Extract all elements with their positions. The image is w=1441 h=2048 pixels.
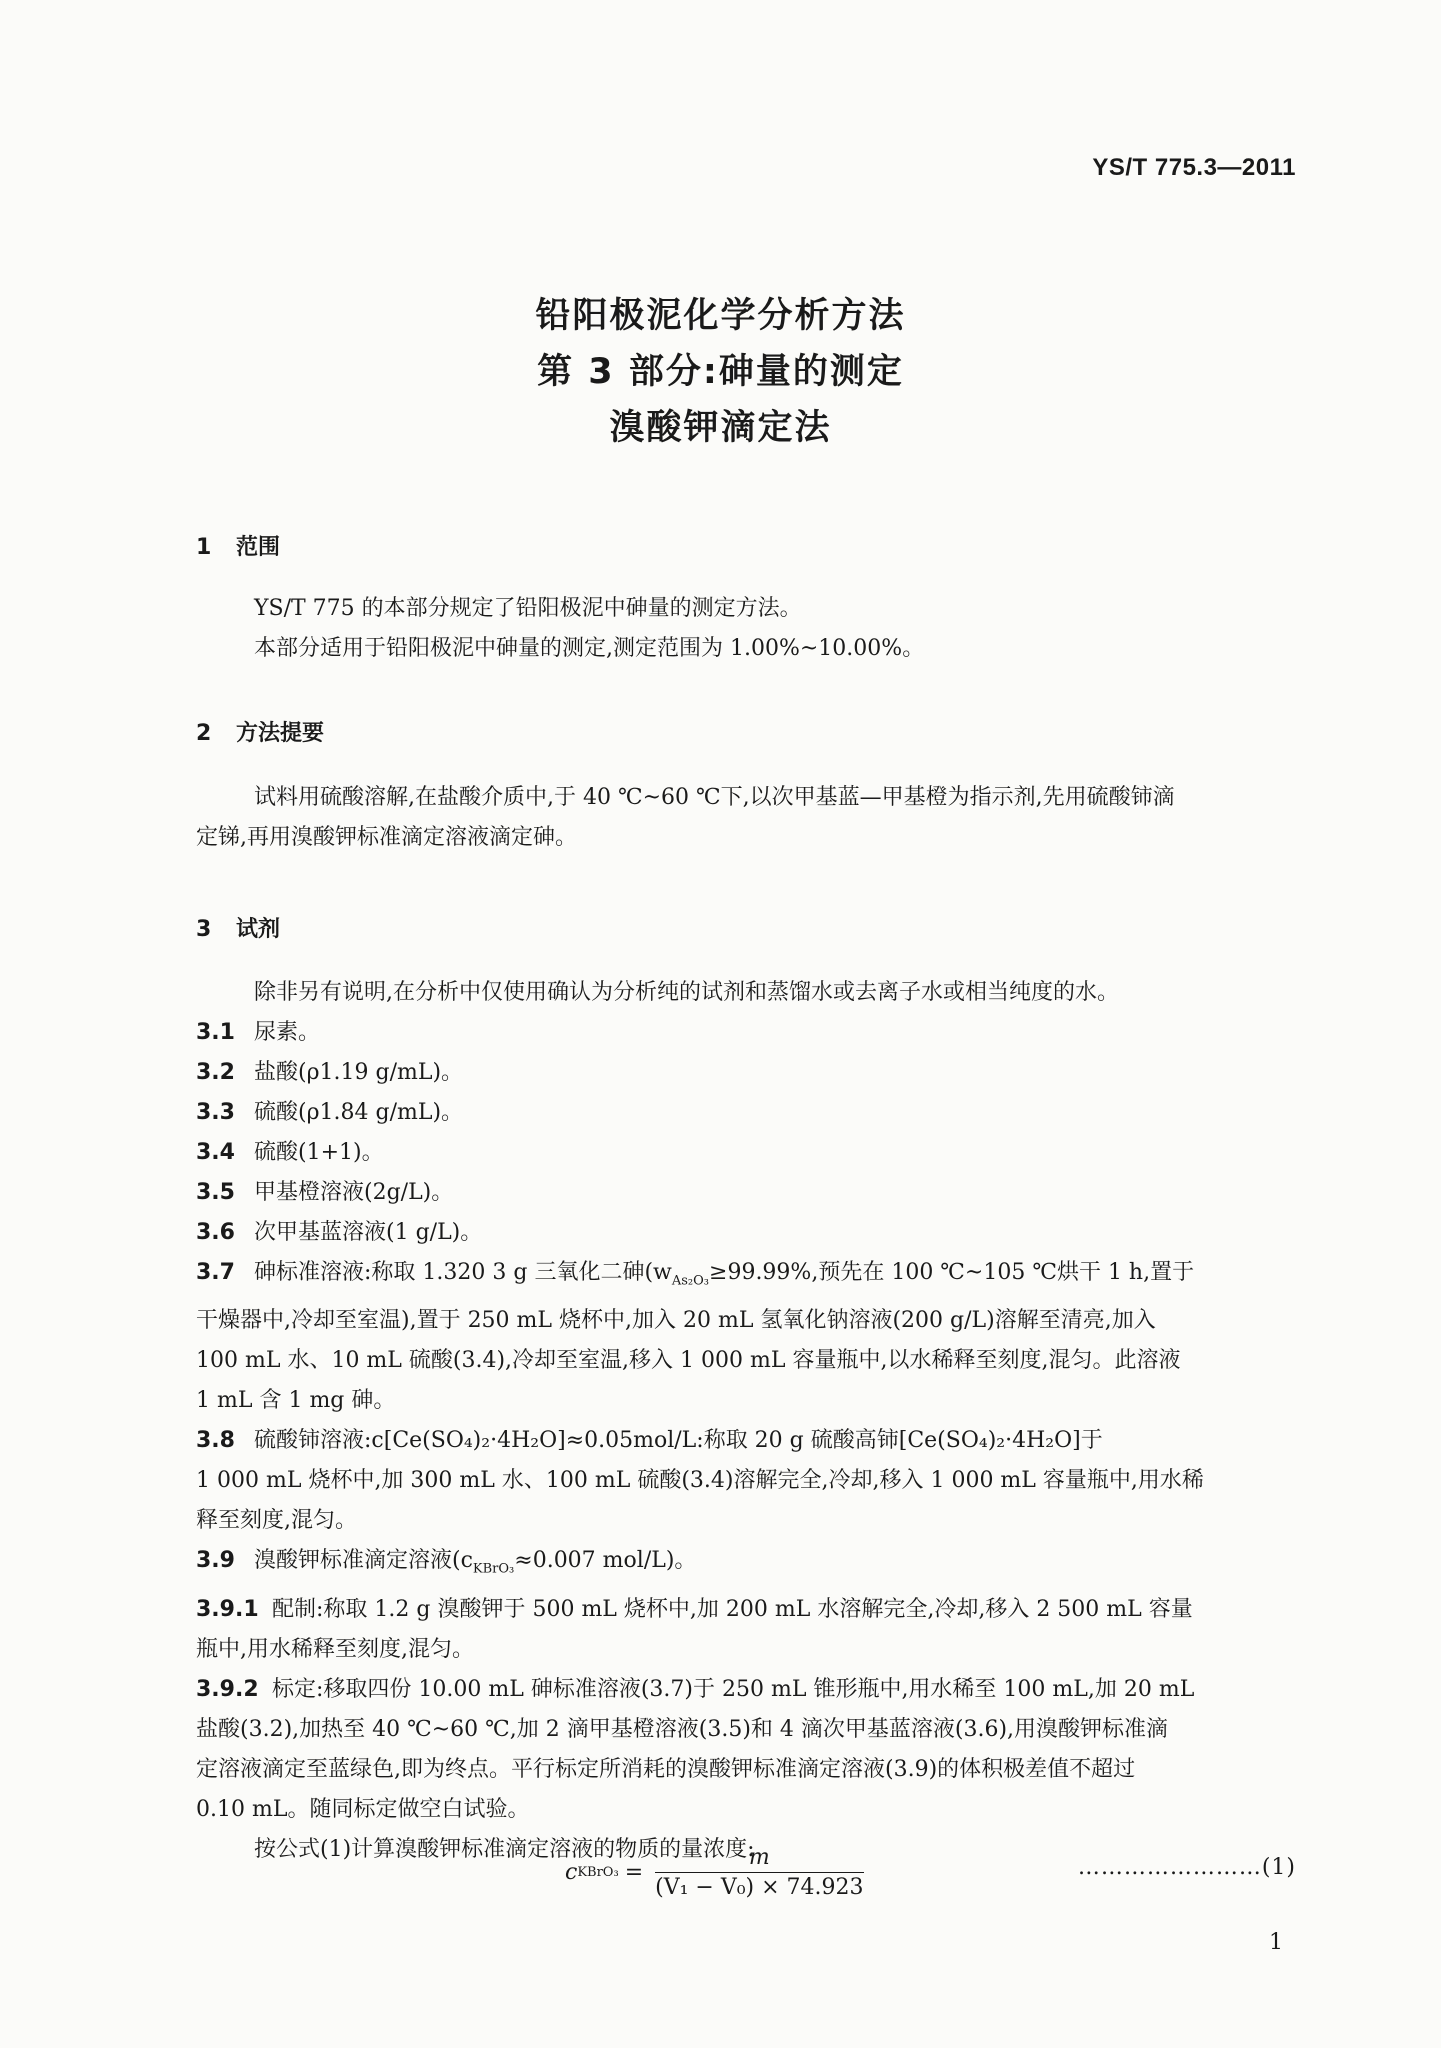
paragraph-line: 试料用硫酸溶解,在盐酸介质中,于 40 ℃~60 ℃下,以次甲基蓝—甲基橙为指示剂,先用硫酸铈滴 bbox=[254, 785, 1175, 810]
list-item bbox=[196, 1053, 1296, 1093]
list-item bbox=[196, 1173, 1296, 1213]
section-number: 3 bbox=[196, 917, 212, 942]
section-2-heading bbox=[196, 716, 324, 747]
formula-fraction bbox=[655, 1845, 863, 1900]
item-number: 3.6 bbox=[196, 1220, 235, 1245]
formula-1 bbox=[565, 1845, 864, 1900]
section-3-body bbox=[196, 973, 1296, 1870]
item-number: 3.1 bbox=[196, 1020, 235, 1045]
formula-numerator: m bbox=[748, 1845, 770, 1870]
item-number: 3.4 bbox=[196, 1140, 235, 1165]
subscript: KBrO₃ bbox=[472, 1561, 515, 1577]
list-item bbox=[196, 1213, 1296, 1253]
item-number: 3.5 bbox=[196, 1180, 235, 1205]
page-number: 1 bbox=[1269, 1930, 1283, 1955]
paragraph-line: 定锑,再用溴酸钾标准滴定溶液滴定砷。 bbox=[196, 825, 577, 850]
standard-code: YS/T 775.3—2011 bbox=[1092, 154, 1296, 181]
section-number: 1 bbox=[196, 535, 212, 560]
item-text: 盐酸(ρ1.19 g/mL)。 bbox=[254, 1060, 464, 1085]
item-continuation: 1 mL 含 1 mg 砷。 bbox=[196, 1388, 396, 1414]
item-text: 甲基橙溶液(2g/L)。 bbox=[254, 1180, 454, 1205]
item-text: 硫酸(1+1)。 bbox=[254, 1140, 384, 1165]
formula-denominator: (V₁ − V₀) × 74.923 bbox=[655, 1872, 863, 1900]
section-title: 试剂 bbox=[236, 917, 281, 942]
section-title: 范围 bbox=[236, 535, 281, 560]
item-number: 3.9.1 bbox=[196, 1596, 259, 1622]
list-item bbox=[196, 1590, 1296, 1630]
list-item bbox=[196, 1093, 1296, 1133]
document-title bbox=[0, 288, 1441, 456]
title-line-2: 第 3 部分:砷量的测定 bbox=[537, 352, 904, 392]
item-continuation: 盐酸(3.2),加热至 40 ℃~60 ℃,加 2 滴甲基橙溶液(3.5)和 4 滴次甲基蓝溶液(3.6),用溴酸钾标准滴 bbox=[196, 1716, 1169, 1742]
section-title: 方法提要 bbox=[236, 721, 325, 746]
list-item bbox=[196, 1253, 1296, 1301]
item-text: 尿素。 bbox=[254, 1020, 321, 1045]
title-line-1: 铅阳极泥化学分析方法 bbox=[535, 296, 906, 336]
item-number: 3.3 bbox=[196, 1100, 235, 1125]
item-text: ≥99.99%,预先在 100 ℃~105 ℃烘干 1 h,置于 bbox=[709, 1260, 1195, 1285]
title-line-3: 溴酸钾滴定法 bbox=[609, 408, 832, 448]
list-item bbox=[196, 1670, 1296, 1710]
item-number: 3.8 bbox=[196, 1428, 235, 1454]
item-text: 标定:移取四份 10.00 mL 砷标准溶液(3.7)于 250 mL 锥形瓶中,用水稀至 100 mL,加 20 mL bbox=[272, 1676, 1195, 1702]
list-item bbox=[196, 1013, 1296, 1053]
item-continuation: 释至刻度,混匀。 bbox=[196, 1508, 357, 1534]
item-text: ≈0.007 mol/L)。 bbox=[514, 1548, 697, 1574]
section-1-body bbox=[196, 589, 1296, 669]
formula-equals: = bbox=[624, 1860, 644, 1885]
item-continuation: 干燥器中,冷却至室温),置于 250 mL 烧杯中,加入 20 mL 氢氧化钠溶液(200 g/L)溶解至清亮,加入 bbox=[196, 1308, 1156, 1334]
paragraph: YS/T 775 的本部分规定了铅阳极泥中砷量的测定方法。 bbox=[254, 596, 802, 621]
section-number: 2 bbox=[196, 721, 212, 746]
list-item bbox=[196, 1133, 1296, 1173]
formula-lhs-subscript: KBrO₃ bbox=[577, 1865, 619, 1880]
formula-number: ……………………(1) bbox=[1077, 1855, 1296, 1880]
section-3-heading bbox=[196, 912, 280, 943]
section-1-heading bbox=[196, 530, 280, 561]
item-text: 硫酸铈溶液:c[Ce(SO₄)₂·4H₂O]≈0.05mol/L:称取 20 g 硫酸高铈[Ce(SO₄)₂·4H₂O]于 bbox=[254, 1428, 1103, 1454]
item-text: 溴酸钾标准滴定溶液(c bbox=[254, 1548, 473, 1574]
item-continuation: 定溶液滴定至蓝绿色,即为终点。平行标定所消耗的溴酸钾标准滴定溶液(3.9)的体积极差值不超过 bbox=[196, 1756, 1136, 1782]
item-continuation: 100 mL 水、10 mL 硫酸(3.4),冷却至室温,移入 1 000 mL 容量瓶中,以水稀释至刻度,混匀。此溶液 bbox=[196, 1348, 1181, 1374]
item-continuation: 0.10 mL。随同标定做空白试验。 bbox=[196, 1796, 530, 1822]
list-item bbox=[196, 1541, 1296, 1589]
paragraph: 按公式(1)计算溴酸钾标准滴定溶液的物质的量浓度: bbox=[254, 1836, 755, 1862]
item-continuation: 1 000 mL 烧杯中,加 300 mL 水、100 mL 硫酸(3.4)溶解完全,冷却,移入 1 000 mL 容量瓶中,用水稀 bbox=[196, 1468, 1204, 1494]
paragraph: 除非另有说明,在分析中仅使用确认为分析纯的试剂和蒸馏水或去离子水或相当纯度的水。 bbox=[254, 980, 1119, 1005]
item-text: 砷标准溶液:称取 1.320 3 g 三氧化二砷(w bbox=[254, 1260, 672, 1285]
item-number: 3.9 bbox=[196, 1548, 235, 1574]
list-item bbox=[196, 1421, 1296, 1461]
item-text: 硫酸(ρ1.84 g/mL)。 bbox=[254, 1100, 464, 1125]
item-number: 3.7 bbox=[196, 1260, 235, 1285]
formula-lhs: c bbox=[565, 1860, 578, 1885]
item-number: 3.2 bbox=[196, 1060, 235, 1085]
item-text: 配制:称取 1.2 g 溴酸钾于 500 mL 烧杯中,加 200 mL 水溶解完全,冷却,移入 2 500 mL 容量 bbox=[272, 1596, 1193, 1622]
item-number: 3.9.2 bbox=[196, 1676, 259, 1702]
section-2-body bbox=[196, 778, 1296, 858]
item-text: 次甲基蓝溶液(1 g/L)。 bbox=[254, 1220, 483, 1245]
subscript: As₂O₃ bbox=[671, 1273, 710, 1289]
paragraph: 本部分适用于铅阳极泥中砷量的测定,测定范围为 1.00%~10.00%。 bbox=[254, 636, 925, 661]
item-continuation: 瓶中,用水稀释至刻度,混匀。 bbox=[196, 1636, 474, 1662]
